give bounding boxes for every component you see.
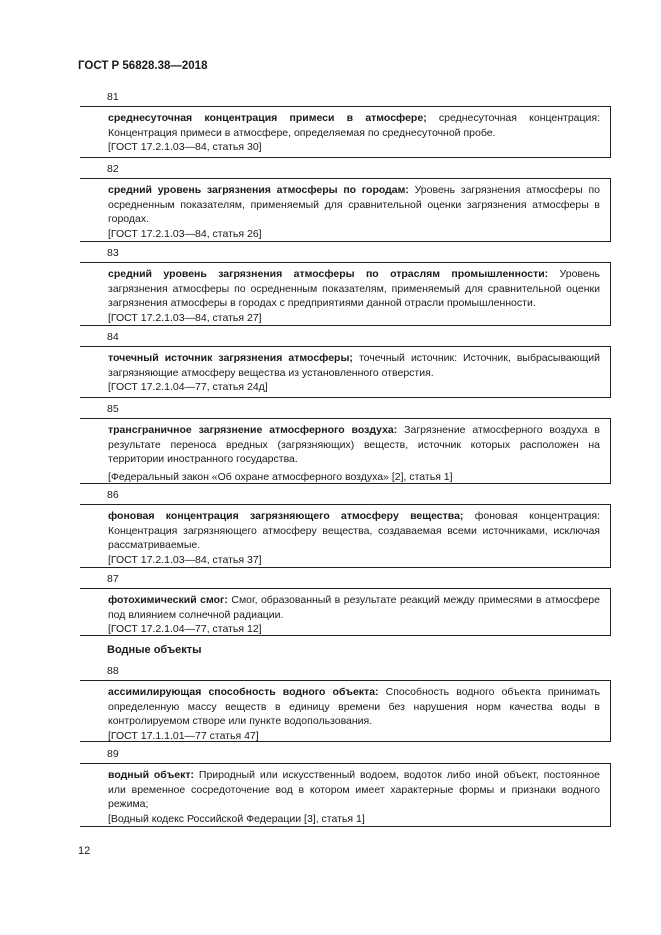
term-name: фоновая концентрация загрязняющего атмосферу вещества; [108,510,464,522]
entry-number: 83 [107,247,119,259]
definition-text: среднесуточная концентрация: Концентрация примеси в атмосфере, определяемая по среднесуточной пробе. [108,112,600,139]
term-definition [108,593,600,622]
term-name: ассимилирующая способность водного объекта: [108,686,379,698]
term-name: средний уровень загрязнения атмосферы по городам: [108,184,409,196]
term-reference: [ГОСТ 17.2.1.03—84, статья 27] [108,311,262,324]
entry-number: 87 [107,573,119,585]
term-definition [108,111,600,140]
term-reference: [ГОСТ 17.1.1.01—77 статья 47] [108,729,259,742]
term-entry [80,763,611,827]
term-reference: [ГОСТ 17.2.1.04—77, статья 12] [108,623,262,635]
definition-text: Загрязнение атмосферного воздуха в результате переноса вредных (загрязняющих) веществ, источник которых расположен на территории иностранного государства. [108,424,600,465]
definition-text: Уровень загрязнения атмосферы по осредненным показателям, применяемый для сравнительной оценки загрязнения атмосферы в городах. [108,184,600,225]
term-reference: [Федеральный закон «Об охране атмосферного воздуха» [2], статья 1] [108,470,453,483]
definition-text: Уровень загрязнения атмосферы по осредненным показателям, применяемый для сравнительной оценки загрязнения атмосферы в городах с предприятиями данной отрасли промышленности. [108,268,600,309]
term-entry [80,106,611,158]
term-entry [80,504,611,568]
term-reference: [ГОСТ 17.2.1.03—84, статья 26] [108,227,262,240]
term-reference: [Водный кодекс Российской Федерации [3], статья 1] [108,812,365,825]
term-reference: [ГОСТ 17.2.1.03—84, статья 37] [108,553,262,566]
term-entry [80,262,611,326]
term-definition [108,351,600,380]
term-definition [108,183,600,227]
entry-number: 84 [107,331,119,343]
entry-number: 86 [107,489,119,501]
term-entry [80,418,611,484]
term-name: водный объект: [108,769,195,781]
definition-text: Природный или искусственный водоем, водоток либо иной объект, постоянное или временное сосредоточение вод в котором имеет характерные формы и признаки водного режима; [108,769,600,810]
term-name: трансграничное загрязнение атмосферного воздуха: [108,424,398,436]
entry-number: 85 [107,403,119,415]
term-definition [108,685,600,729]
term-entry [80,588,611,636]
term-definition [108,509,600,553]
term-definition [108,267,600,311]
definition-text: Способность водного объекта принимать определенную массу веществ в единицу времени без нарушения норм качества воды в контролируемом створе или пункте водопользования. [108,686,601,727]
entry-number: 89 [107,748,119,760]
term-name: средний уровень загрязнения атмосферы по отраслям промышленности: [108,268,549,280]
definition-text: Смог, образованный в результате реакций между примесями в атмосфере под влиянием солнечной радиации. [108,594,600,621]
definition-text: точечный источник: Источник, выбрасывающий загрязняющие атмосферу вещества из установленного отверстия. [108,352,600,379]
term-reference: [ГОСТ 17.2.1.04—77, статья 24д] [108,381,268,393]
term-reference: [ГОСТ 17.2.1.03—84, статья 30] [108,141,262,153]
term-definition [108,768,600,812]
term-name: фотохимический смог: [108,594,228,606]
page-number: 12 [78,845,91,857]
term-definition [108,423,600,467]
term-entry [80,680,611,742]
section-title: Водные объекты [107,644,202,656]
entry-number: 82 [107,163,119,175]
document-header: ГОСТ Р 56828.38—2018 [78,60,208,72]
entry-number: 81 [107,91,119,103]
entry-number: 88 [107,665,119,677]
term-entry [80,346,611,398]
definition-text: фоновая концентрация: Концентрация загрязняющего атмосферу вещества, создаваемая всеми источниками, исключая рассматриваемые. [108,510,600,551]
term-name: точечный источник загрязнения атмосферы; [108,352,353,364]
term-name: среднесуточная концентрация примеси в атмосфере; [108,112,427,124]
term-entry [80,178,611,242]
